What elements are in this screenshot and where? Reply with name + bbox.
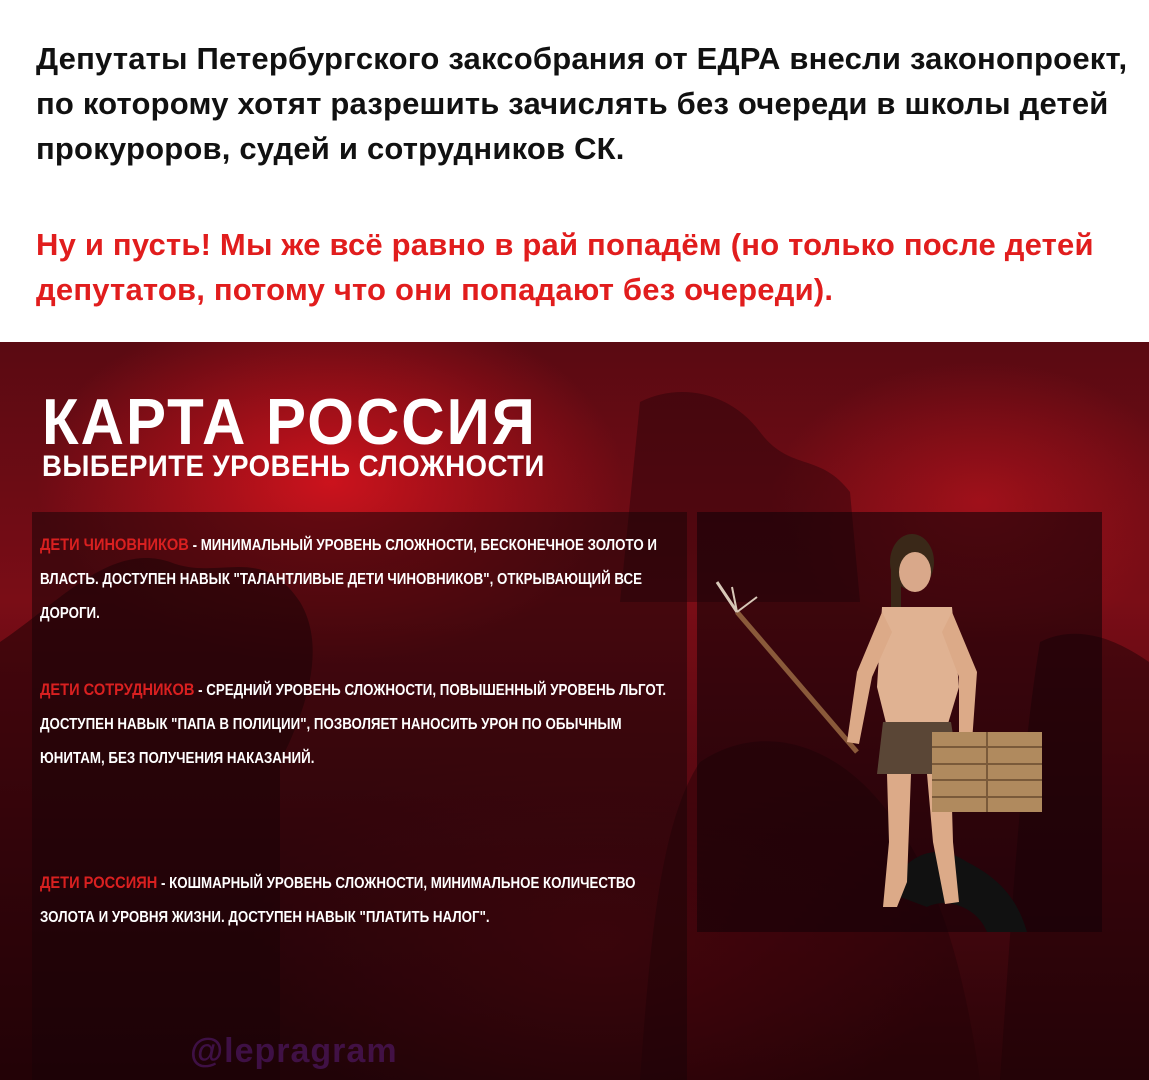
comment-text: Ну и пусть! Мы же всё равно в рай попадём (но только после детей депутатов, потому что они попадают без очереди). xyxy=(36,227,1094,307)
character-preview xyxy=(697,512,1102,932)
difficulty-option-employees[interactable] xyxy=(40,673,676,776)
game-menu-screen xyxy=(0,342,1149,1080)
difficulty-option-citizens[interactable] xyxy=(40,866,676,935)
character-figure-icon xyxy=(697,512,1102,932)
game-title: КАРТА РОССИЯ xyxy=(42,385,537,459)
watermark: @lepragram xyxy=(190,1032,398,1070)
option-description: - МИНИМАЛЬНЫЙ УРОВЕНЬ СЛОЖНОСТИ, БЕСКОНЕЧНОЕ ЗОЛОТО И ВЛАСТЬ. ДОСТУПЕН НАВЫК "ТАЛАНТЛИВЫЕ ДЕТИ ЧИНОВНИКОВ", ОТКРЫВАЮЩИЙ ВСЕ ДОРОГИ. xyxy=(40,537,657,622)
option-heading: ДЕТИ СОТРУДНИКОВ xyxy=(40,680,195,699)
option-heading: ДЕТИ РОССИЯН xyxy=(40,873,158,892)
option-description: - КОШМАРНЫЙ УРОВЕНЬ СЛОЖНОСТИ, МИНИМАЛЬНОЕ КОЛИЧЕСТВО ЗОЛОТА И УРОВНЯ ЖИЗНИ. ДОСТУПЕН НАВЫК "ПЛАТИТЬ НАЛОГ". xyxy=(40,875,636,926)
game-subtitle: ВЫБЕРИТЕ УРОВЕНЬ СЛОЖНОСТИ xyxy=(42,450,545,483)
difficulty-option-officials[interactable] xyxy=(40,528,676,631)
news-header xyxy=(0,0,1149,342)
option-heading: ДЕТИ ЧИНОВНИКОВ xyxy=(40,535,189,554)
news-text: Депутаты Петербургского заксобрания от ЕДРА внесли законопроект, по которому хотят разрешить зачислять без очереди в школы детей прокуроров, судей и сотрудников СК. xyxy=(36,41,1128,166)
option-description: - СРЕДНИЙ УРОВЕНЬ СЛОЖНОСТИ, ПОВЫШЕННЫЙ УРОВЕНЬ ЛЬГОТ. ДОСТУПЕН НАВЫК "ПАПА В ПОЛИЦИИ", ПОЗВОЛЯЕТ НАНОСИТЬ УРОН ПО ОБЫЧНЫМ ЮНИТАМ, БЕЗ ПОЛУЧЕНИЯ НАКАЗАНИЙ. xyxy=(40,682,667,767)
